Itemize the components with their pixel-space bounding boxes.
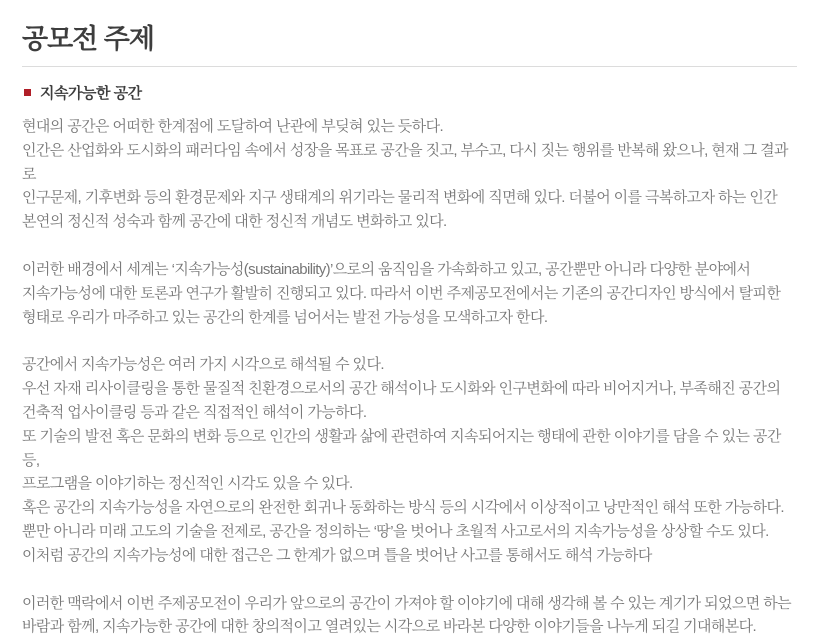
red-square-bullet-icon bbox=[24, 89, 31, 96]
title-divider bbox=[22, 66, 797, 67]
paragraph: 이러한 배경에서 세계는 ‘지속가능성(sustainability)’으로의 움직임을 가속화하고 있고, 공간뿐만 아니라 다양한 분야에서 지속가능성에 대한 토론과 연구가 활발히 진행되고 있다. 따라서 이번 주제공모전에서는 기존의 공간디자인 방식에서 탈피한 형태로 우리가 마주하고 있는 공간의 한계를 넘어서는 발전 가능성을 모색하고자 한다. bbox=[22, 261, 781, 326]
body-paragraphs bbox=[22, 115, 797, 639]
paragraph: 현대의 공간은 어떠한 한계점에 도달하여 난관에 부딪혀 있는 듯하다. 인간은 산업화와 도시화의 패러다임 속에서 성장을 목표로 공간을 짓고, 부수고, 다시 짓는 행위를 반복해 왔으나, 현재 그 결과로 인구문제, 기후변화 등의 환경문제와 지구 생태계의 위기라는 물리적 변화에 직면해 있다. 더불어 이를 극복하고자 하는 인간 본연의 정신적 성숙과 함께 공간에 대한 정신적 개념도 변화하고 있다. bbox=[22, 118, 788, 231]
section-heading bbox=[22, 83, 797, 101]
section-heading-label: 지속가능한 공간 bbox=[40, 84, 142, 102]
page-title: 공모전 주제 bbox=[22, 24, 154, 54]
paragraph: 공간에서 지속가능성은 여러 가지 시각으로 해석될 수 있다. 우선 자재 리사이클링을 통한 물질적 친환경으로서의 공간 해석이나 도시화와 인구변화에 따라 비어지거나, 부족해진 공간의 건축적 업사이클링 등과 같은 직접적인 해석이 가능하다. 또 기술의 발전 혹은 문화의 변화 등으로 인간의 생활과 삶에 관련하여 지속되어지는 행태에 관한 이야기를 담을 수 있는 공간 등, 프로그램을 이야기하는 정신적인 시각도 있을 수 있다. 혹은 공간의 지속가능성을 자연으로의 완전한 회귀나 동화하는 방식 등의 시각에서 이상적이고 낭만적인 해석 또한 가능하다. 뿐만 아니라 미래 고도의 기술을 전제로, 공간을 정의하는 ‘땅’을 벗어나 초월적 사고로서의 지속가능성을 상상할 수도 있다. 이처럼 공간의 지속가능성에 대한 접근은 그 한계가 없으며 틀을 벗어난 사고를 통해서도 해석 가능하다 bbox=[22, 356, 784, 564]
paragraph: 이러한 맥락에서 이번 주제공모전이 우리가 앞으로의 공간이 가져야 할 이야기에 대해 생각해 볼 수 있는 계기가 되었으면 하는 바람과 함께, 지속가능한 공간에 대한 창의적이고 열려있는 시각으로 바라본 다양한 이야기들을 나누게 되길 기대해본다. bbox=[22, 594, 792, 636]
